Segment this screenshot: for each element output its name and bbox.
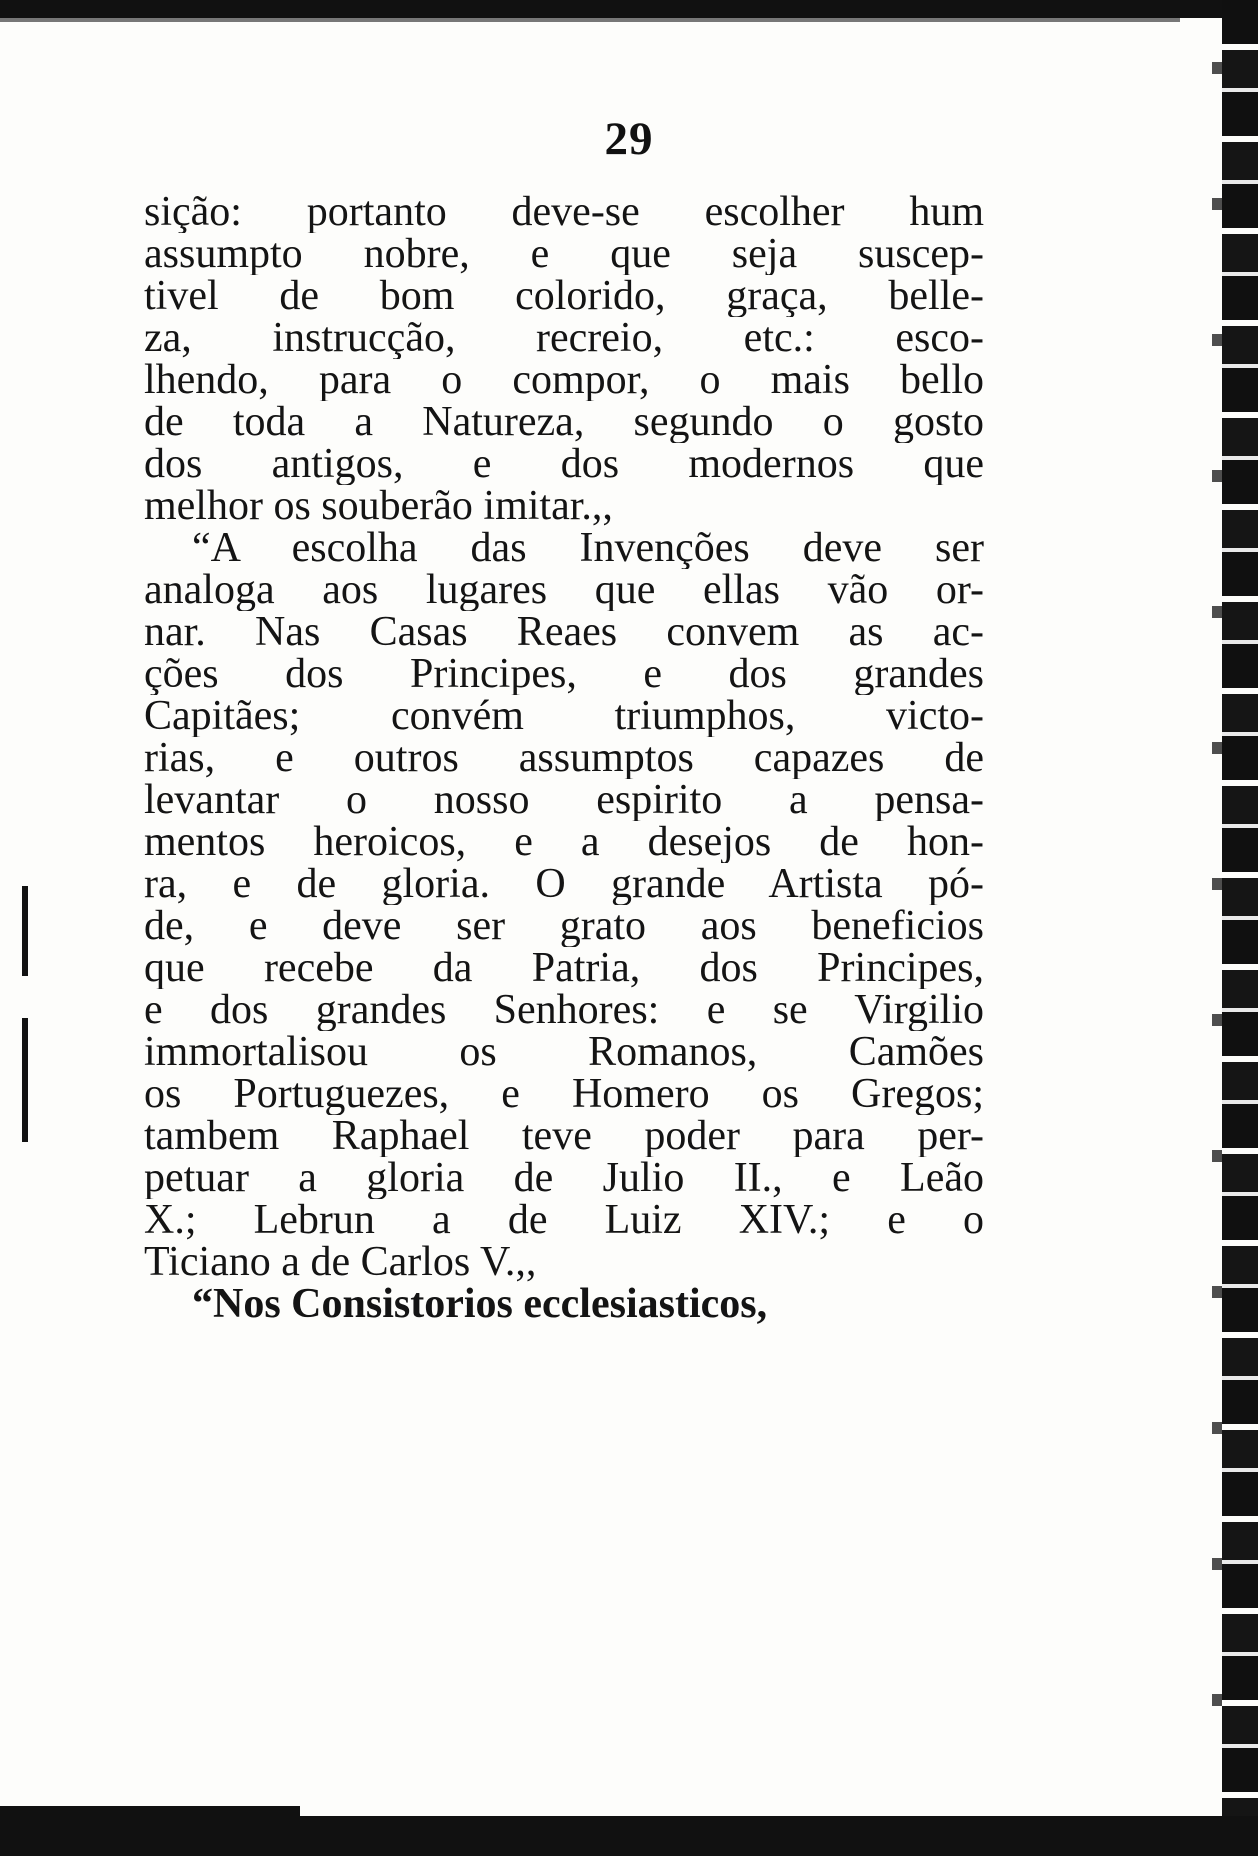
text-line: immortalisou os Romanos, Camões bbox=[144, 1031, 984, 1073]
page-number: 29 bbox=[604, 113, 654, 165]
text-line: os Portuguezes, e Homero os Gregos; bbox=[144, 1073, 984, 1115]
text-line: analoga aos lugares que ellas vão or- bbox=[144, 569, 984, 611]
text-line: assumpto nobre, e que seja suscep- bbox=[144, 233, 984, 275]
left-scan-mark bbox=[22, 886, 28, 976]
text-line: tivel de bom colorido, graça, belle- bbox=[144, 275, 984, 317]
text-line: za, instrucção, recreio, etc.: esco- bbox=[144, 317, 984, 359]
text-line: dos antigos, e dos modernos que bbox=[144, 443, 984, 485]
text-line: petuar a gloria de Julio II., e Leão bbox=[144, 1157, 984, 1199]
body-text bbox=[144, 191, 984, 1325]
text-line: de, e deve ser grato aos beneficios bbox=[144, 905, 984, 947]
bottom-scan-border bbox=[0, 1816, 1258, 1856]
left-scan-mark bbox=[22, 1018, 28, 1142]
text-line: sição: portanto deve-se escolher hum bbox=[144, 191, 984, 233]
text-line: “Nos Consistorios ecclesiasticos, bbox=[192, 1283, 768, 1325]
text-line: X.; Lebrun a de Luiz XIV.; e o bbox=[144, 1199, 984, 1241]
text-line: mentos heroicos, e a desejos de hon- bbox=[144, 821, 984, 863]
text-line: Capitães; convém triumphos, victo- bbox=[144, 695, 984, 737]
text-line: nar. Nas Casas Reaes convem as ac- bbox=[144, 611, 984, 653]
text-line: “A escolha das Invenções deve ser bbox=[192, 527, 984, 569]
text-line: lhendo, para o compor, o mais bello bbox=[144, 359, 984, 401]
top-scan-border bbox=[0, 0, 1258, 18]
text-line: de toda a Natureza, segundo o gosto bbox=[144, 401, 984, 443]
text-line: levantar o nosso espirito a pensa- bbox=[144, 779, 984, 821]
text-line: e dos grandes Senhores: e se Virgilio bbox=[144, 989, 984, 1031]
right-scan-edge bbox=[1222, 0, 1258, 1856]
text-line: ra, e de gloria. O grande Artista pó- bbox=[144, 863, 984, 905]
text-line: Ticiano a de Carlos V.,, bbox=[144, 1241, 537, 1283]
text-line: que recebe da Patria, dos Principes, bbox=[144, 947, 984, 989]
text-line: ções dos Principes, e dos grandes bbox=[144, 653, 984, 695]
text-line: rias, e outros assumptos capazes de bbox=[144, 737, 984, 779]
text-line: tambem Raphael teve poder para per- bbox=[144, 1115, 984, 1157]
text-line: melhor os souberão imitar.,, bbox=[144, 485, 613, 527]
